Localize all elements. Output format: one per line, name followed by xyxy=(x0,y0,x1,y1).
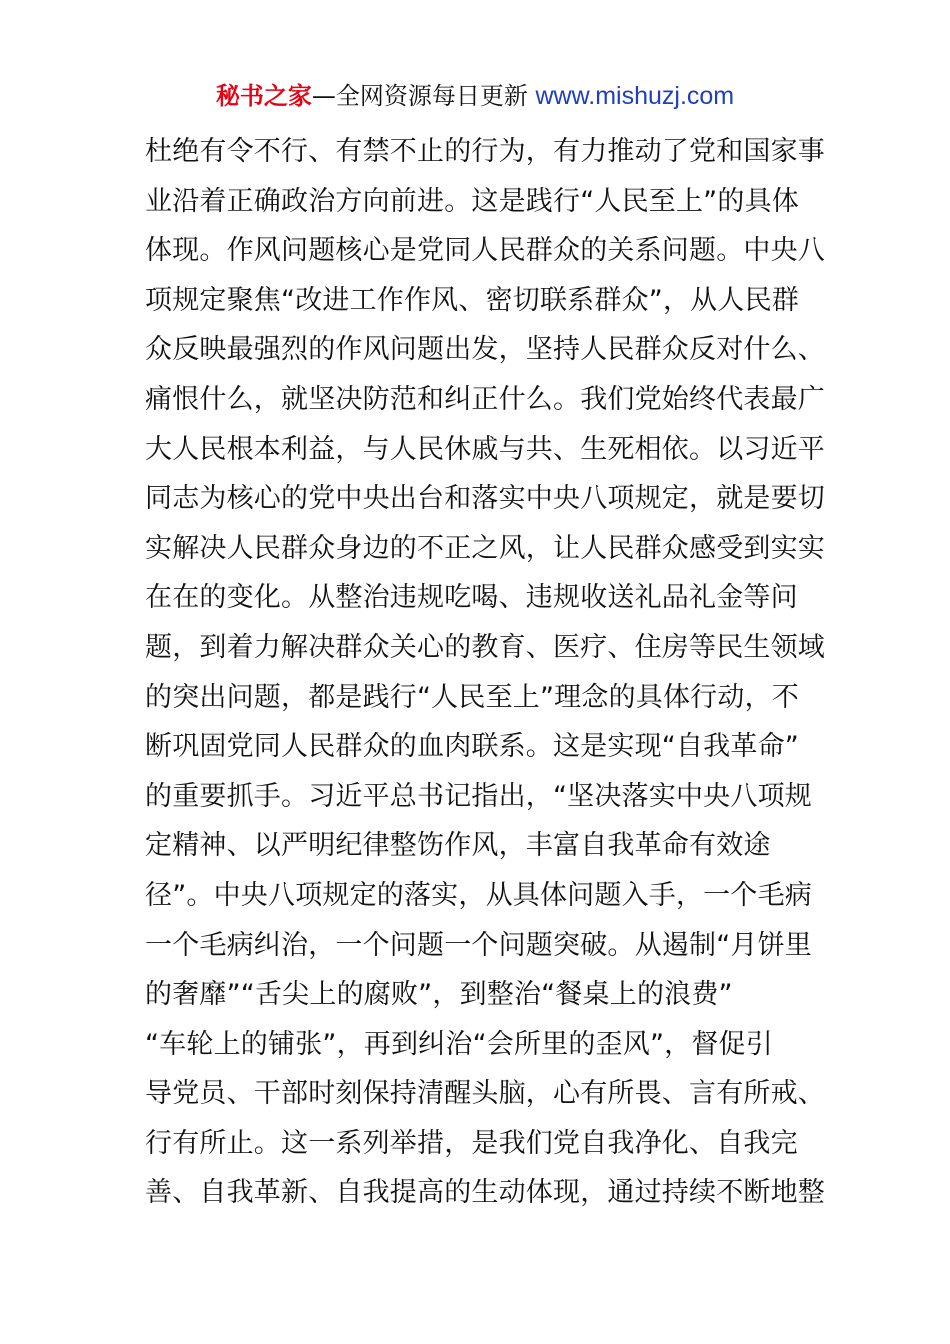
text-line: 导党员、干部时刻保持清醒头脑，心有所畏、言有所戒、 xyxy=(145,1078,825,1110)
text-line: 断巩固党同人民群众的血肉联系。这是实现“自我革命” xyxy=(145,731,799,763)
text-line: 在在的变化。从整治违规吃喝、违规收送礼品礼金等问 xyxy=(145,582,798,614)
site-url-link[interactable]: www.mishuzj.com xyxy=(535,82,735,110)
text-line: 大人民根本利益，与人民休戚与共、生死相依。以习近平 xyxy=(145,433,825,465)
text-line: 痛恨什么，就坚决防范和纠正什么。我们党始终代表最广 xyxy=(145,383,825,415)
text-line: “车轮上的铺张”，再到纠治“会所里的歪风”，督促引 xyxy=(145,1028,773,1060)
text-line: 定精神、以严明纪律整饬作风，丰富自我革命有效途 xyxy=(145,830,771,862)
text-line: 的奢靡”“舌尖上的腐败”，到整治“餐桌上的浪费” xyxy=(145,979,733,1011)
text-line: 众反映最强烈的作风问题出发，坚持人民群众反对什么、 xyxy=(145,334,825,366)
text-line: 体现。作风问题核心是党同人民群众的关系问题。中央八 xyxy=(145,235,825,267)
page-header xyxy=(0,80,950,112)
text-line: 题，到着力解决群众关心的教育、医疗、住房等民生领域 xyxy=(145,631,825,663)
text-line: 一个毛病纠治，一个问题一个问题突破。从遏制“月饼里 xyxy=(145,929,812,961)
text-line: 行有所止。这一系列举措，是我们党自我净化、自我完 xyxy=(145,1127,798,1159)
text-line: 项规定聚焦“改进工作作风、密切联系群众”，从人民群 xyxy=(145,284,799,316)
article-body xyxy=(145,127,825,1218)
text-line: 的突出问题，都是践行“人民至上”理念的具体行动，不 xyxy=(145,681,799,713)
text-line: 径”。中央八项规定的落实，从具体问题入手，一个毛病 xyxy=(145,879,812,911)
site-tagline: —全网资源每日更新 xyxy=(311,82,536,110)
site-brand: 秘书之家 xyxy=(215,82,312,110)
text-line: 善、自我革新、自我提高的生动体现，通过持续不断地整 xyxy=(145,1177,825,1209)
text-line: 的重要抓手。习近平总书记指出，“坚决落实中央八项规 xyxy=(145,780,812,812)
text-line: 同志为核心的党中央出台和落实中央八项规定，就是要切 xyxy=(145,483,825,515)
text-line: 实解决人民群众身边的不正之风，让人民群众感受到实实 xyxy=(145,532,825,564)
text-line: 业沿着正确政治方向前进。这是践行“人民至上”的具体 xyxy=(145,185,799,217)
text-line: 杜绝有令不行、有禁不止的行为，有力推动了党和国家事 xyxy=(145,136,825,167)
